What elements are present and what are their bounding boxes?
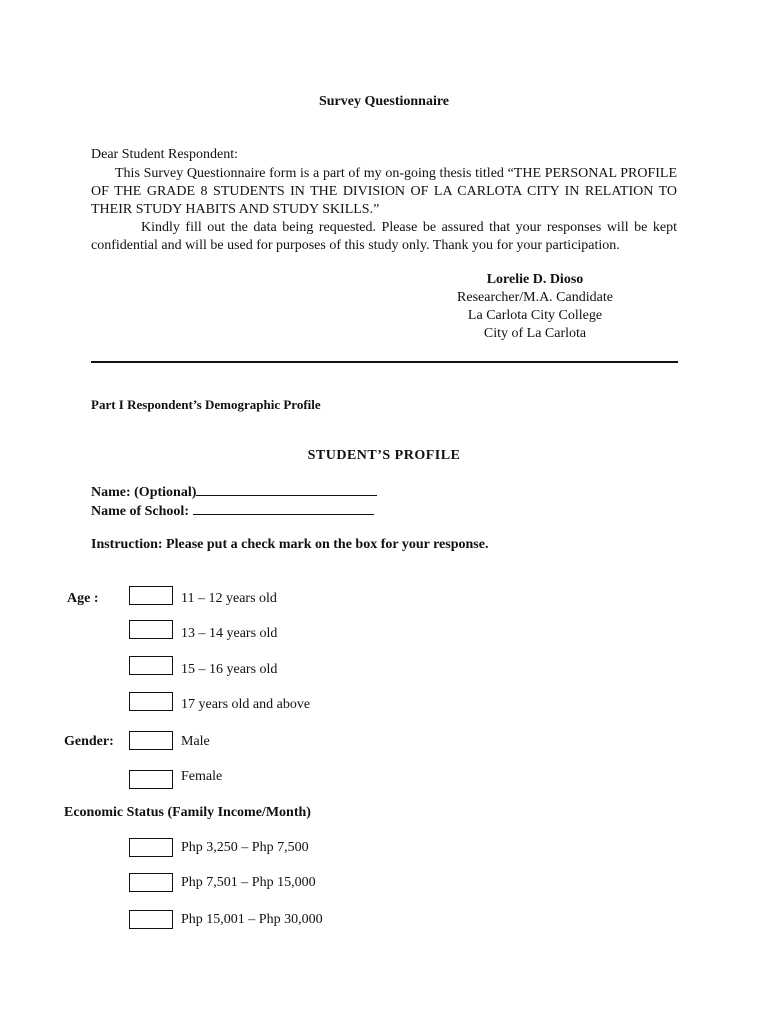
age-checkbox-11-12[interactable] (129, 586, 173, 605)
salutation: Dear Student Respondent: (91, 147, 238, 162)
gender-label: Gender: (64, 734, 114, 749)
age-option-11-12: 11 – 12 years old (181, 591, 277, 606)
researcher-institution: La Carlota City College (467, 308, 603, 323)
name-field-label: Name: (Optional) (91, 485, 197, 500)
economic-status-label: Economic Status (Family Income/Month) (64, 805, 311, 820)
age-option-15-16: 15 – 16 years old (181, 662, 278, 677)
researcher-role: Researcher/M.A. Candidate (457, 290, 613, 305)
age-option-17-above: 17 years old and above (181, 697, 311, 712)
section-divider (91, 361, 678, 363)
letter-body (91, 165, 677, 255)
document-title: Survey Questionnaire (318, 94, 450, 109)
instruction: Instruction: Please put a check mark on the box for your response. (91, 537, 489, 552)
gender-checkbox-male[interactable] (129, 731, 173, 750)
school-field-label: Name of School: (91, 504, 193, 519)
part-title: Part I Respondent’s Demographic Profile (91, 397, 321, 412)
researcher-name: Lorelie D. Dioso (486, 272, 584, 287)
profile-heading: STUDENT’S PROFILE (307, 448, 461, 463)
income-checkbox-3[interactable] (129, 910, 173, 929)
gender-checkbox-female[interactable] (129, 770, 173, 789)
income-option-3: Php 15,001 – Php 30,000 (181, 912, 323, 927)
school-field-blank[interactable] (193, 502, 374, 515)
researcher-city: City of La Carlota (483, 326, 587, 341)
name-field-blank[interactable] (196, 483, 377, 496)
age-option-13-14: 13 – 14 years old (181, 626, 278, 641)
letter-paragraph-1: This Survey Questionnaire form is a part of my on-going thesis titled “THE PERSONAL PROFILE OF THE GRADE 8 STUDENTS IN THE DIVISION OF LA CARLOTA CITY IN RELATION TO THEIR STUDY HABITS AND STUDY SKILLS.” (91, 166, 677, 217)
age-label: Age : (67, 591, 99, 606)
signature-block (430, 271, 640, 343)
age-checkbox-15-16[interactable] (129, 656, 173, 675)
letter-paragraph-2: Kindly fill out the data being requested. Please be assured that your responses will be kept confidential and will be used for purposes of this study only. Thank you for your participation. (91, 220, 677, 253)
name-field-row (91, 483, 377, 501)
income-option-1: Php 3,250 – Php 7,500 (181, 840, 309, 855)
income-checkbox-2[interactable] (129, 873, 173, 892)
gender-option-female: Female (181, 769, 223, 784)
age-checkbox-13-14[interactable] (129, 620, 173, 639)
income-option-2: Php 7,501 – Php 15,000 (181, 875, 316, 890)
income-checkbox-1[interactable] (129, 838, 173, 857)
gender-option-male: Male (181, 734, 210, 749)
age-checkbox-17-above[interactable] (129, 692, 173, 711)
school-field-row (91, 502, 374, 520)
